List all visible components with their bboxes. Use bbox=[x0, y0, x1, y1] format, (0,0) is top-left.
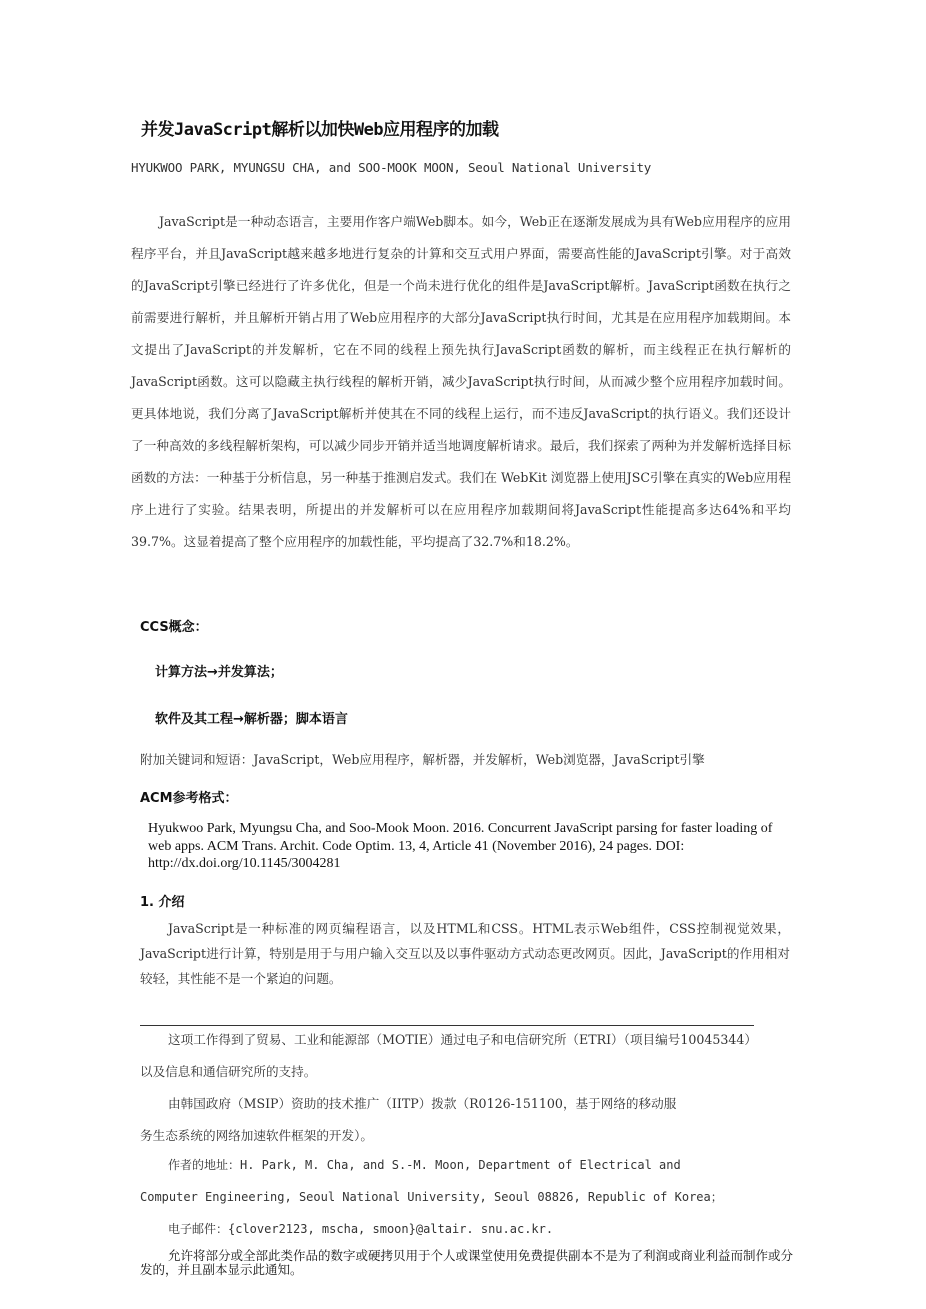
acm-reference: Hyukwoo Park, Myungsu Cha, and Soo-Mook Moon. 2016. Concurrent JavaScript parsing for faster loading of web apps. ACM Trans. Archit. Code Optim. 13, 4, Article 41 (November 2016), 24 pages. DOI: http://dx.doi.org/10.1145/3004281 bbox=[148, 821, 773, 871]
paper-title: 并发JavaScript解析以加快Web应用程序的加载 bbox=[141, 120, 499, 140]
footnote-funding-1-cont: 以及信息和通信研究所的支持。 bbox=[140, 1064, 317, 1079]
footnote-email: 电子邮件：{clover2123, mscha, smoon}@altair. snu.ac.kr. bbox=[168, 1222, 554, 1236]
footnote-address-cont: Computer Engineering, Seoul National University, Seoul 08826, Republic of Korea； bbox=[140, 1190, 723, 1204]
author-list: HYUKWOO PARK, MYUNGSU CHA, and SOO-MOOK MOON, Seoul National University bbox=[131, 160, 652, 175]
footnote-funding-2-cont: 务生态系统的网络加速软件框架的开发）。 bbox=[140, 1128, 373, 1143]
introduction-body bbox=[140, 916, 790, 991]
ccs-item: 软件及其工程→解析器；脚本语言 bbox=[155, 712, 348, 727]
introduction-paragraph: JavaScript是一种标准的网页编程语言，以及HTML和CSS。HTML表示Web组件，CSS控制视觉效果，JavaScript进行计算，特别是用于与用户输入交互以及以事件驱动方式动态更改网页。因此，JavaScript的作用相对较轻，其性能不是一个紧迫的问题。 bbox=[140, 921, 790, 986]
section-heading-introduction: 1. 介绍 bbox=[140, 895, 185, 910]
abstract bbox=[131, 206, 791, 558]
abstract-text: JavaScript是一种动态语言，主要用作客户端Web脚本。如今，Web正在逐渐发展成为具有Web应用程序的应用程序平台，并且JavaScript越来越多地进行复杂的计算和交互式用户界面，需要高性能的JavaScript引擎。对于高效的JavaScript引擎已经进行了许多优化，但是一个尚未进行优化的组件是JavaScript解析。JavaScript函数在执行之前需要进行解析，并且解析开销占用了Web应用程序的大部分JavaScript执行时间，尤其是在应用程序加载期间。本文提出了JavaScript的并发解析，它在不同的线程上预先执行JavaScript函数的解析，而主线程正在执行解析的JavaScript函数。这可以隐藏主执行线程的解析开销，减少JavaScript执行时间，从而减少整个应用程序加载时间。更具体地说，我们分离了JavaScript解析并使其在不同的线程上运行，而不违反JavaScript的执行语义。我们还设计了一种高效的多线程解析架构，可以减少同步开销并适当地调度解析请求。最后，我们探索了两种为并发解析选择目标函数的方法：一种基于分析信息，另一种基于推测启发式。我们在 WebKit 浏览器上使用JSC引擎在真实的Web应用程序上进行了实验。结果表明，所提出的并发解析可以在应用程序加载期间将JavaScript性能提高多达64%和平均39.7%。这显着提高了整个应用程序的加载性能，平均提高了32.7%和18.2%。 bbox=[131, 214, 791, 549]
footnote-divider bbox=[140, 1025, 754, 1026]
ccs-heading: CCS概念： bbox=[140, 620, 208, 635]
acm-reference-heading: ACM参考格式： bbox=[140, 791, 238, 806]
keywords: 附加关键词和短语：JavaScript，Web应用程序，解析器，并发解析，Web浏览器，JavaScript引擎 bbox=[140, 752, 705, 767]
footnote-permission: 允许将部分或全部此类作品的数字或硬拷贝用于个人或课堂使用免费提供副本不是为了利润或商业利益而制作或分发的，并且副本显示此通知。 bbox=[140, 1248, 794, 1277]
ccs-item: 计算方法→并发算法； bbox=[155, 665, 283, 680]
footnote-funding-2: 由韩国政府（MSIP）资助的技术推广（IITP）拨款（R0126-151100，基于网络的移动服 bbox=[168, 1096, 677, 1111]
footnote-address: 作者的地址：H. Park, M. Cha, and S.-M. Moon, Department of Electrical and bbox=[168, 1158, 681, 1172]
footnote-funding-1: 这项工作得到了贸易、工业和能源部（MOTIE）通过电子和电信研究所（ETRI）（项目编号10045344） bbox=[168, 1032, 758, 1047]
